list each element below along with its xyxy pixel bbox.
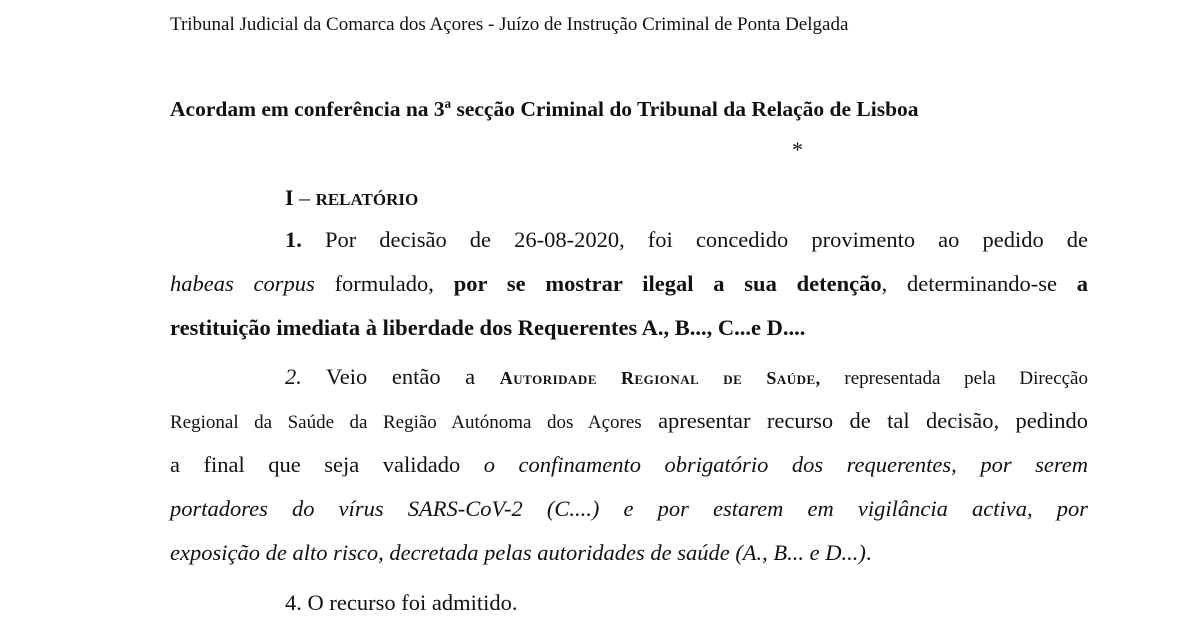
section-dash: – [293, 185, 316, 210]
bold-run: por se mostrar ilegal a sua detenção [453, 271, 882, 296]
bold-run: a [1076, 271, 1088, 296]
text-run: Veio então a [301, 364, 500, 389]
authority-name: Autoridade Regional de Saúde, [499, 368, 821, 388]
italic-run: habeas corpus [170, 271, 315, 296]
text-run: , determinando-se [881, 271, 1077, 296]
paragraph-2-line-5 [170, 540, 1088, 566]
paragraph-number: 1. [285, 227, 302, 252]
paragraph-2-line-2 [170, 408, 1088, 434]
text-run: representada pela Direcção [820, 368, 1088, 389]
section-numeral: I [285, 185, 294, 210]
paragraph-1-line-1 [285, 227, 1088, 253]
text-run: formulado, [314, 271, 454, 296]
separator-asterisk: * [792, 137, 803, 162]
paragraph-1-line-2 [170, 271, 1088, 297]
text-run: a final que seja validado [170, 452, 484, 477]
text-run: Regional da Saúde da Região Autónoma dos Açores [170, 412, 642, 433]
paragraph-2-line-1 [285, 364, 1088, 390]
paragraph-1-line-3: restituição imediata à liberdade dos Requerentes A., B..., C...e D.... [170, 315, 806, 340]
paragraph-number: 2. [285, 364, 302, 389]
ruling-heading: Acordam em conferência na 3ª secção Criminal do Tribunal da Relação de Lisboa [170, 97, 919, 121]
paragraph-4: 4. O recurso foi admitido. [285, 590, 518, 615]
text-run: apresentar recurso de tal decisão, pedindo [641, 408, 1088, 433]
italic-run: o confinamento obrigatório dos requerentes, por serem [483, 452, 1088, 477]
paragraph-2-line-4: portadores do vírus SARS-CoV-2 (C....) e por estarem em vigilância activa, por [170, 496, 1088, 521]
italic-run: exposição de alto risco, decretada pelas autoridades de saúde (A., B... e D...) [170, 540, 866, 565]
section-title: RELATÓRIO [315, 190, 419, 209]
court-header: Tribunal Judicial da Comarca dos Açores - Juízo de Instrução Criminal de Ponta Delgada [170, 14, 849, 35]
text-run: Por decisão de 26-08-2020, foi concedido provimento ao pedido de [301, 227, 1088, 252]
paragraph-2-line-3 [170, 452, 1088, 478]
section-heading [285, 185, 418, 211]
text-run: . [865, 540, 872, 565]
